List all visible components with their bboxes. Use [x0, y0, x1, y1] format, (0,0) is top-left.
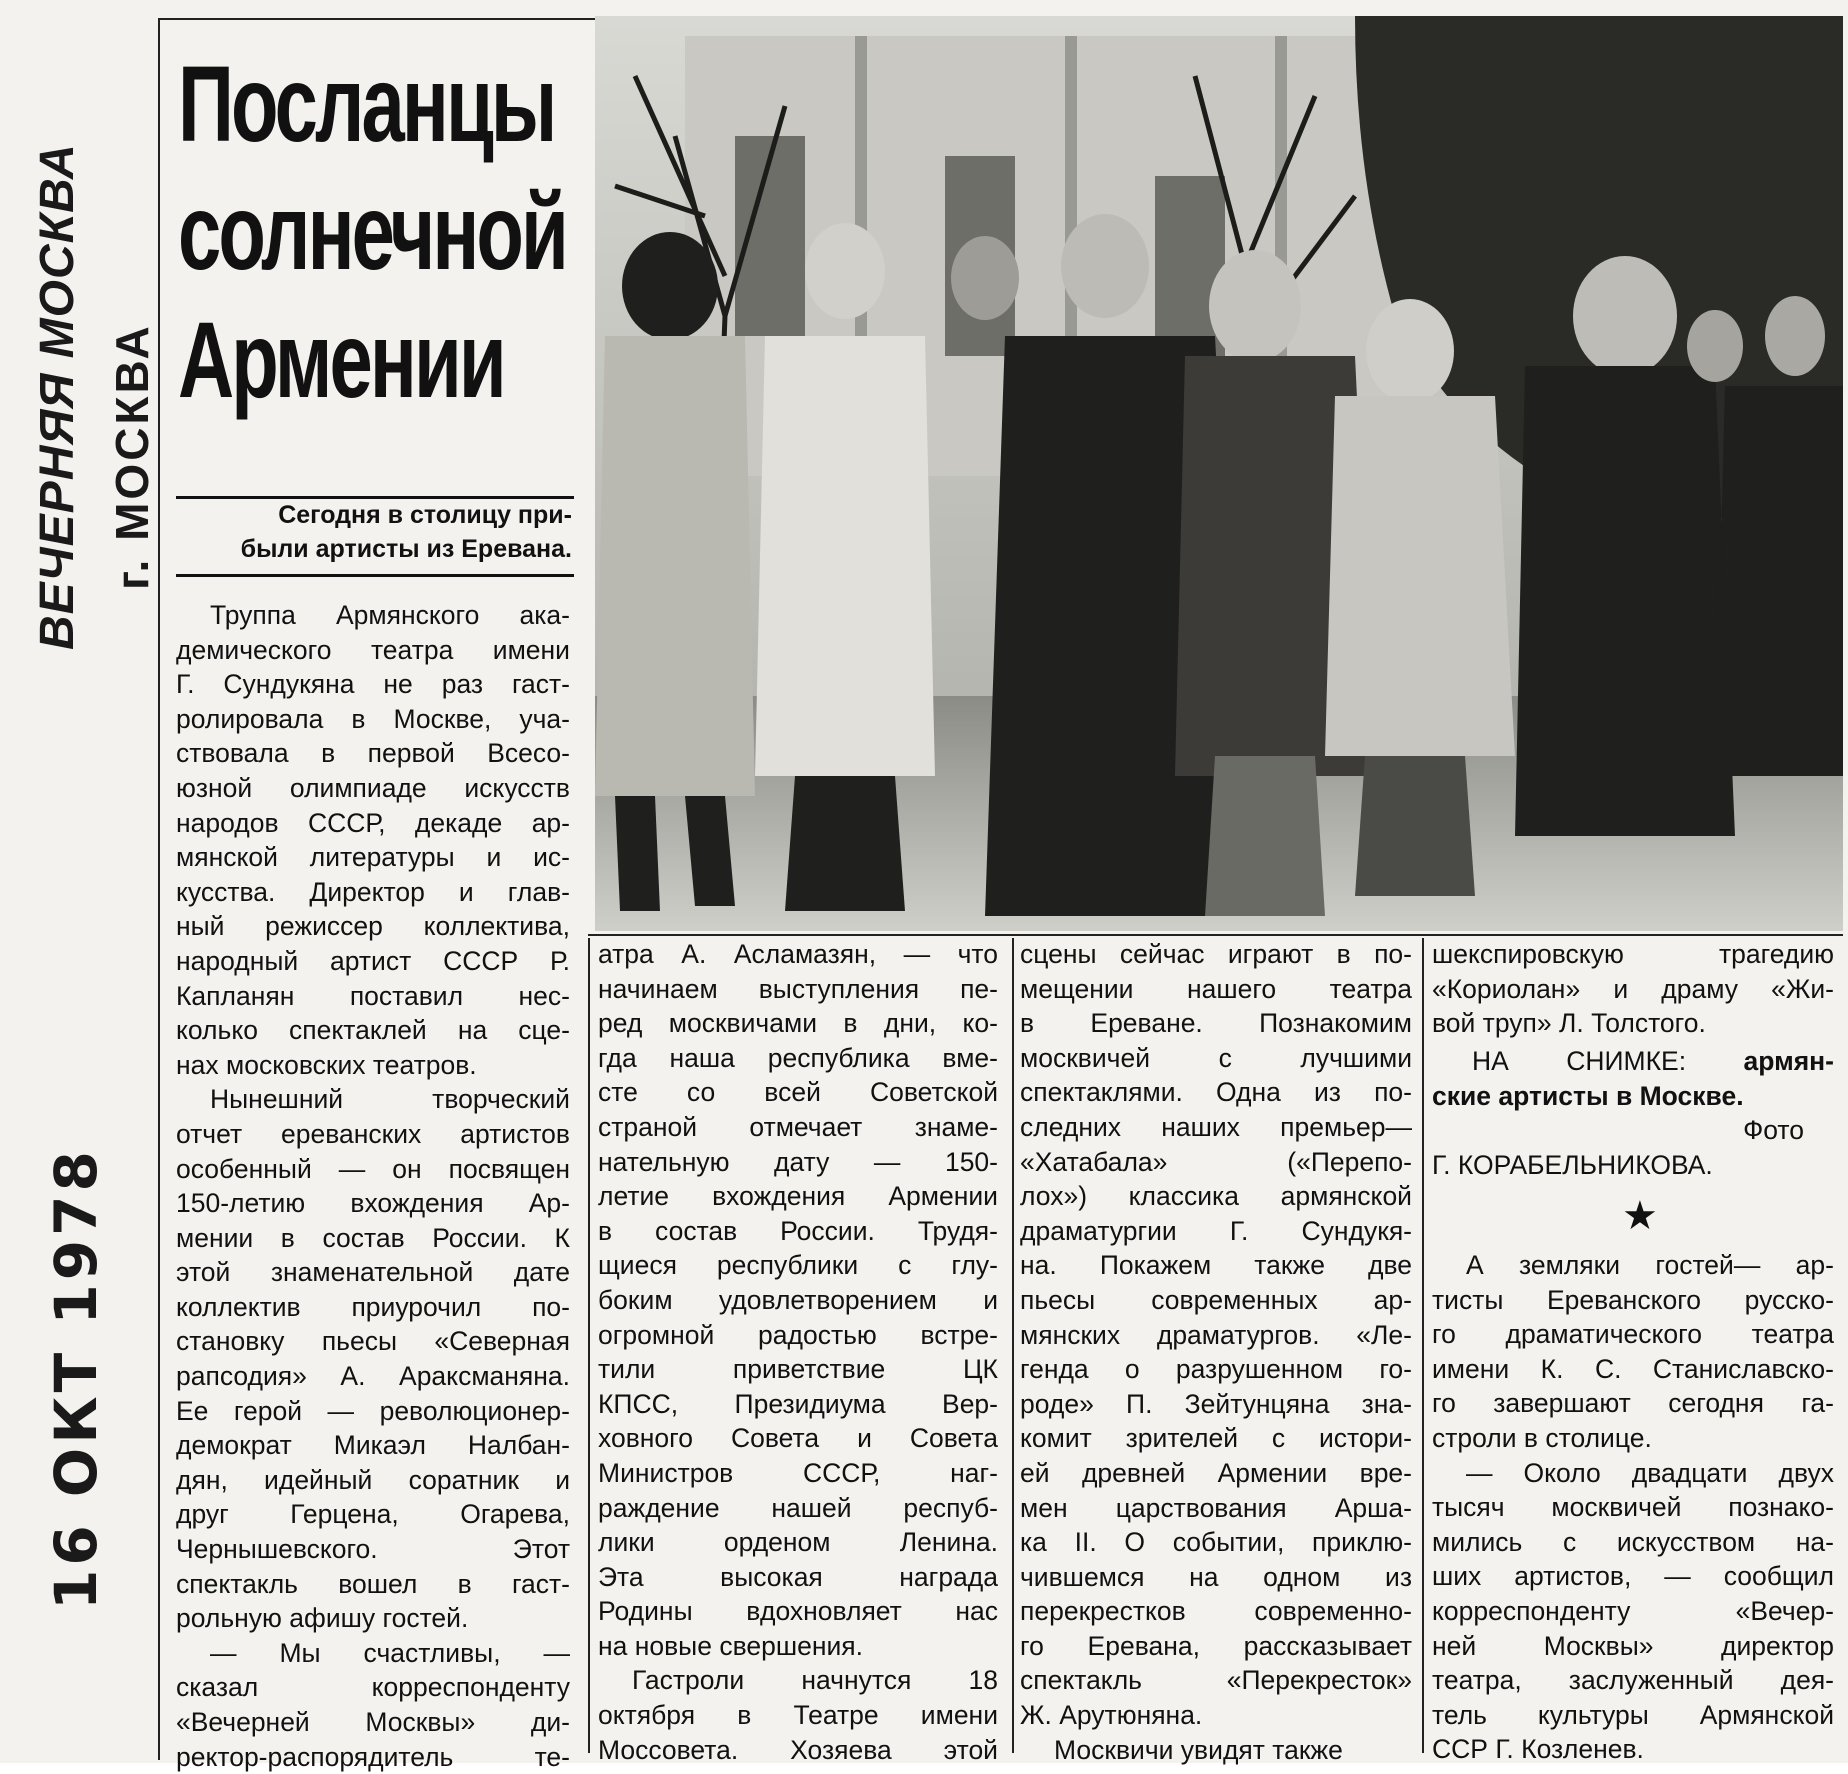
text-line: Гастроли начнутся 18: [632, 1665, 998, 1696]
text-line: роде» П. Зейтунцяна зна-: [1020, 1388, 1412, 1419]
text-line: этой знаменательной дате: [176, 1257, 570, 1288]
city-stamp: г. МОСКВА: [106, 323, 158, 590]
text-line: Чернышевского. Этот: [176, 1534, 570, 1565]
text-line: сте со всей Советской: [598, 1077, 998, 1108]
headline-line-2: солнечной: [178, 171, 566, 292]
text-line: перекрестков современно-: [1020, 1596, 1412, 1627]
text-line: сказал корреспонденту: [176, 1672, 570, 1703]
photo-bottom-rule: [588, 934, 1843, 936]
text-line: ный режиссер коллектива,: [176, 911, 570, 942]
text-line: мились с искусством на-: [1432, 1526, 1834, 1557]
text-line: «Хатабала» («Перепо-: [1020, 1146, 1412, 1177]
text-line: тель культуры Армянской: [1432, 1699, 1834, 1730]
text-line: строли в столице.: [1432, 1422, 1652, 1453]
article-column-1: [176, 598, 570, 1774]
text-line: спектакль «Перекресток»: [1020, 1665, 1412, 1696]
text-line: коллектив приурочил по-: [176, 1291, 570, 1322]
news-photo: [595, 16, 1843, 931]
text-line: «Вечерней Москвы» ди-: [176, 1707, 570, 1737]
text-line: имени К. С. Станиславско-: [1432, 1353, 1834, 1384]
caption-bold-1: армян-: [1743, 1046, 1834, 1076]
text-line: ших артистов, — сообщил: [1432, 1561, 1834, 1592]
date-stamp: 16 ОКТ 1978: [42, 1147, 110, 1610]
text-line: тисты Ереванского русско-: [1432, 1284, 1834, 1315]
left-column-rule: [158, 20, 160, 1760]
article-column-3: [1020, 937, 1412, 1767]
text-line: боким удовлетворением и: [598, 1284, 998, 1315]
text-line: кусства. Директор и глав-: [176, 876, 570, 907]
text-line: следних наших премьер—: [1020, 1111, 1412, 1142]
text-line: драматургии Г. Сундукя-: [1020, 1215, 1412, 1246]
text-line: А земляки гостей— ар-: [1466, 1250, 1834, 1280]
text-line: раждение нашей респуб-: [598, 1492, 998, 1523]
text-line: Капланян поставил нес-: [176, 980, 570, 1011]
caption-bold-2: ские артисты в Москве.: [1432, 1080, 1744, 1111]
text-line: ролировала в Москве, уча-: [176, 703, 570, 734]
text-line: октября в Театре имени: [598, 1700, 998, 1731]
separator-star-icon: ★: [1622, 1194, 1658, 1238]
text-line: мянской литературы и ис-: [176, 842, 570, 873]
text-line: москвичей с лучшими: [1020, 1042, 1412, 1073]
text-line: летие вхождения Армении: [598, 1181, 998, 1212]
text-line: вой труп» Л. Толстого.: [1432, 1008, 1706, 1039]
headline: [178, 40, 566, 424]
text-line: Москвичи увидят также: [1054, 1734, 1343, 1765]
text-line: Министров СССР, наг-: [598, 1457, 998, 1488]
subhead-line-2: были артисты из Еревана.: [240, 535, 572, 563]
text-line: ней Москвы» директор: [1432, 1630, 1834, 1661]
text-line: народов СССР, декаде ар-: [176, 807, 570, 838]
text-line: чившемся на одном из: [1020, 1561, 1412, 1592]
text-line: на новые свершения.: [598, 1630, 863, 1661]
caption-lead: НА СНИМКЕ:: [1472, 1046, 1687, 1076]
text-line: дян, идейный соратник и: [176, 1464, 570, 1495]
text-line: рапсодия» А. Араксманяна.: [176, 1361, 570, 1392]
text-line: 150-летию вхождения Ар-: [176, 1188, 570, 1219]
text-line: Нынешний творческий: [210, 1084, 570, 1115]
text-line: становку пьесы «Северная: [176, 1326, 570, 1357]
text-line: «Кориолан» и драму «Жи-: [1432, 973, 1834, 1004]
caption-photo-word: Фото: [1743, 1115, 1804, 1146]
subhead-bottom-rule: [176, 574, 574, 577]
text-line: начинаем выступления пе-: [598, 973, 998, 1004]
text-line: в Ереване. Познакомим: [1020, 1008, 1412, 1039]
text-line: отчет ереванских артистов: [176, 1118, 570, 1149]
text-line: нательную дату — 150-: [598, 1146, 998, 1177]
text-line: лики орденом Ленина.: [598, 1527, 998, 1558]
text-line: друг Герцена, Огарева,: [176, 1499, 570, 1530]
text-line: ректор-распорядитель те-: [176, 1741, 570, 1772]
text-line: колько спектаклей на сце-: [176, 1015, 570, 1046]
text-line: щиеся республики с глу-: [598, 1250, 998, 1281]
text-line: го драматического театра: [1432, 1319, 1834, 1350]
subhead: [176, 498, 572, 566]
text-line: страной отмечает знаме-: [598, 1111, 998, 1142]
text-line: пьесы современных ар-: [1020, 1284, 1412, 1315]
text-line: ховного Совета и Совета: [598, 1423, 998, 1454]
text-line: комит зрителей с истори-: [1020, 1423, 1412, 1454]
text-line: тысяч москвичей познако-: [1432, 1492, 1834, 1523]
text-line: шекспировскую трагедию: [1432, 939, 1834, 969]
headline-line-1: Посланцы: [178, 43, 555, 164]
subhead-line-1: Сегодня в столицу при-: [278, 501, 572, 529]
text-line: Г. Сундукяна не раз гаст-: [176, 669, 570, 700]
text-line: го завершают сегодня га-: [1432, 1388, 1834, 1419]
text-line: огромной радостью встре-: [598, 1319, 998, 1350]
text-line: спектаклями. Одна из по-: [1020, 1077, 1412, 1108]
text-line: спектакль вошел в гаст-: [176, 1568, 570, 1599]
text-line: го Еревана, рассказывает: [1020, 1630, 1412, 1661]
text-line: — Около двадцати двух: [1466, 1457, 1834, 1488]
text-line: Ее герой — революционер-: [176, 1395, 570, 1426]
text-line: рольную афишу гостей.: [176, 1603, 469, 1634]
text-line: нах московских театров.: [176, 1049, 477, 1080]
text-line: театра, заслуженный дея-: [1432, 1665, 1834, 1696]
text-line: народный артист СССР Р.: [176, 945, 570, 976]
text-line: сцены сейчас играют в по-: [1020, 939, 1412, 969]
article-column-2: [598, 937, 998, 1767]
text-line: — Мы счастливы, —: [210, 1637, 570, 1668]
text-line: демократ Микаэл Налбан-: [176, 1430, 570, 1461]
text-line: ей древней Армении вре-: [1020, 1457, 1412, 1488]
text-line: ка II. О событии, приклю-: [1020, 1527, 1412, 1558]
text-line: лох») классика армянской: [1020, 1181, 1412, 1212]
top-rule: [158, 18, 598, 20]
text-line: ствовала в первой Всесо-: [176, 738, 570, 769]
photo-group-of-people-icon: [595, 16, 1843, 931]
text-line: мен царствования Арша-: [1020, 1492, 1412, 1523]
column-rule-3: [1422, 938, 1424, 1753]
newspaper-name-stamp: ВЕЧЕРНЯЯ МОСКВА: [31, 143, 84, 650]
text-line: на. Покажем также две: [1020, 1250, 1412, 1281]
text-line: юзной олимпиаде искусств: [176, 772, 570, 803]
article-column-4: [1432, 937, 1834, 1041]
text-line: ССР Г. Козленев.: [1432, 1734, 1644, 1765]
text-line: ред москвичами в дни, ко-: [598, 1008, 998, 1039]
column-rule-2: [1012, 938, 1014, 1753]
text-line: тили приветствие ЦК: [598, 1354, 998, 1385]
photo-caption: [1432, 1044, 1834, 1182]
text-line: Ж. Арутюняна.: [1020, 1700, 1203, 1731]
text-line: атра А. Асламазян, — что: [598, 939, 998, 969]
text-line: Моссовета. Хозяева этой: [598, 1734, 998, 1765]
text-line: мении в состав России. К: [176, 1222, 570, 1253]
text-line: Эта высокая награда: [598, 1561, 998, 1592]
text-line: демического театра имени: [176, 634, 570, 665]
text-line: генда о разрушенном го-: [1020, 1354, 1412, 1385]
caption-photographer: Г. КОРАБЕЛЬНИКОВА.: [1432, 1149, 1713, 1180]
text-line: Родины вдохновляет нас: [598, 1596, 998, 1627]
text-line: в состав России. Трудя-: [598, 1215, 998, 1246]
article-column-4b: [1432, 1248, 1834, 1767]
text-line: мещении нашего театра: [1020, 973, 1412, 1004]
text-line: корреспонденту «Вечер-: [1432, 1595, 1834, 1626]
column-rule-1: [588, 938, 590, 1753]
text-line: КПСС, Президиума Вер-: [598, 1388, 998, 1419]
text-line: особенный — он посвящен: [176, 1153, 570, 1184]
headline-line-3: Армении: [178, 299, 504, 420]
text-line: гда наша республика вме-: [598, 1042, 998, 1073]
text-line: мянских драматургов. «Ле-: [1020, 1319, 1412, 1350]
text-line: Труппа Армянского ака-: [210, 600, 570, 630]
